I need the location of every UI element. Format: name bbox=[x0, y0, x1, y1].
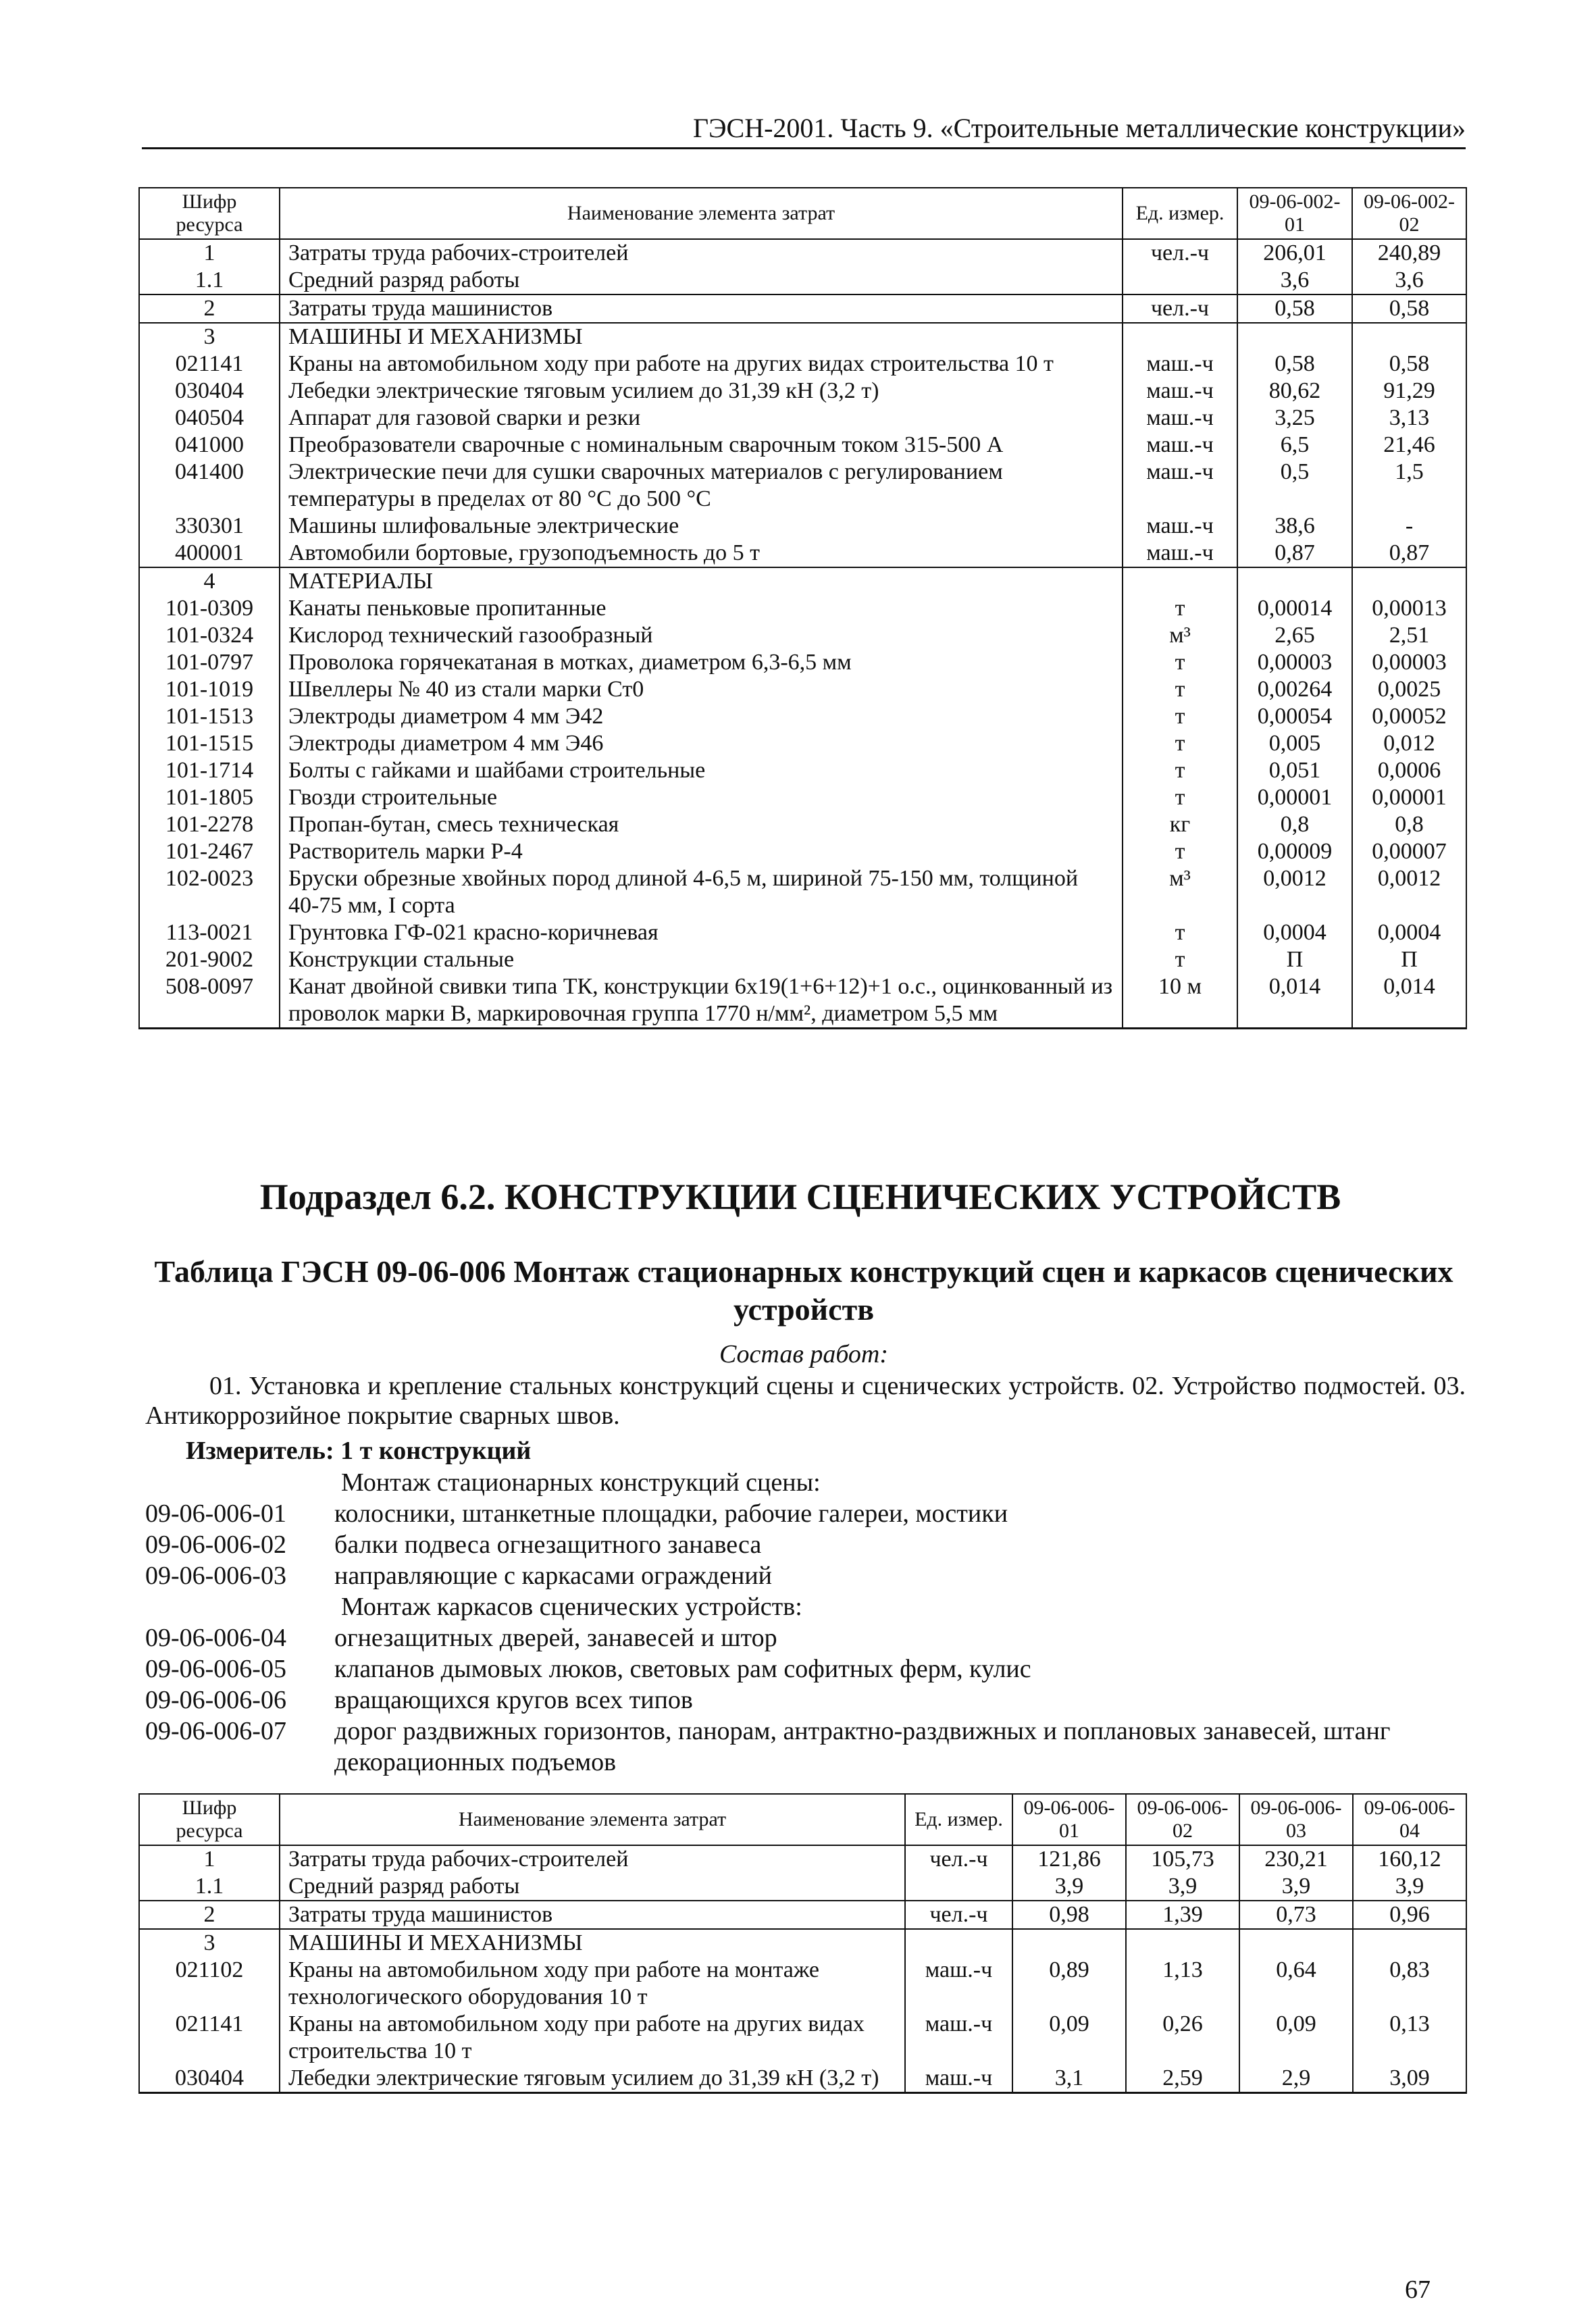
norm-group-heading: Монтаж стационарных конструкций сцены: bbox=[341, 1468, 821, 1497]
unit: маш.-ч bbox=[1123, 432, 1237, 459]
norm-value: 0,89 bbox=[1012, 1957, 1126, 2011]
resource-code: 1 bbox=[139, 1845, 280, 1873]
norm-value: 3,9 bbox=[1239, 1873, 1353, 1901]
norm-value bbox=[1352, 567, 1466, 595]
norm-description: колосники, штанкетные площадки, рабочие галереи, мостики bbox=[334, 1499, 1008, 1528]
cost-element-name: Средний разряд работы bbox=[280, 1873, 905, 1901]
table-row bbox=[139, 946, 1466, 973]
cost-element-name: Краны на автомобильном ходу при работе на других видах строительства 10 т bbox=[280, 351, 1123, 378]
unit bbox=[1123, 567, 1237, 595]
table-row bbox=[139, 2065, 1466, 2093]
norm-value: 0,96 bbox=[1353, 1901, 1466, 1929]
norm-code: 09-06-006-04 bbox=[145, 1624, 286, 1652]
norm-value: 3,6 bbox=[1237, 267, 1352, 294]
norm-value: 0,0006 bbox=[1352, 757, 1466, 784]
unit: т bbox=[1123, 946, 1237, 973]
norm-value: - bbox=[1352, 513, 1466, 540]
unit bbox=[1123, 267, 1237, 294]
norm-value: 38,6 bbox=[1237, 513, 1352, 540]
resource-code: 030404 bbox=[139, 2065, 280, 2093]
unit: т bbox=[1123, 595, 1237, 622]
cost-element-name: Кислород технический газообразный bbox=[280, 622, 1123, 649]
norm-item bbox=[145, 1560, 1466, 1591]
table-row bbox=[139, 1901, 1466, 1929]
table-row bbox=[139, 239, 1466, 267]
norm-value: 3,25 bbox=[1237, 405, 1352, 432]
cost-element-name: Гвозди строительные bbox=[280, 784, 1123, 811]
norm-item bbox=[145, 1622, 1466, 1653]
resource-table-09-06-002 bbox=[138, 187, 1467, 1029]
header-norm-code: 09-06-006-03 bbox=[1239, 1794, 1353, 1845]
norm-code: 09-06-006-03 bbox=[145, 1562, 286, 1590]
resource-code: 101-2278 bbox=[139, 811, 280, 838]
norm-value: 0,0025 bbox=[1352, 676, 1466, 703]
unit: т bbox=[1123, 919, 1237, 946]
norm-value: 0,014 bbox=[1237, 973, 1352, 1029]
table-row bbox=[139, 432, 1466, 459]
norm-value: П bbox=[1352, 946, 1466, 973]
cost-element-name: Затраты труда рабочих-строителей bbox=[280, 1845, 905, 1873]
cost-element-name: Затраты труда машинистов bbox=[280, 1901, 905, 1929]
norm-value: 0,012 bbox=[1352, 730, 1466, 757]
cost-element-name: Аппарат для газовой сварки и резки bbox=[280, 405, 1123, 432]
norm-value: 0,00003 bbox=[1352, 649, 1466, 676]
norm-value: 0,09 bbox=[1012, 2011, 1126, 2065]
norm-value: 21,46 bbox=[1352, 432, 1466, 459]
unit: т bbox=[1123, 649, 1237, 676]
resource-code: 101-1805 bbox=[139, 784, 280, 811]
norm-value: 0,87 bbox=[1352, 540, 1466, 567]
norm-description: направляющие с каркасами ограждений bbox=[334, 1562, 773, 1590]
table-row bbox=[139, 973, 1466, 1029]
norm-item bbox=[145, 1653, 1466, 1685]
norm-value: 1,13 bbox=[1126, 1957, 1239, 2011]
cost-element-name: Канат двойной свивки типа ТК, конструкции 6х19(1+6+12)+1 о.с., оцинкованный из проволок марки В, маркировочная группа 1770 н/мм², диаметром 5,5 мм bbox=[280, 973, 1123, 1029]
norm-group-heading: Монтаж каркасов сценических устройств: bbox=[341, 1593, 802, 1621]
table-row bbox=[139, 459, 1466, 513]
table-row bbox=[139, 595, 1466, 622]
norm-code: 09-06-006-02 bbox=[145, 1531, 286, 1559]
header-resource-code: Шифр ресурса bbox=[139, 1794, 280, 1845]
cost-element-name: Машины шлифовальные электрические bbox=[280, 513, 1123, 540]
norm-value: 0,0012 bbox=[1237, 865, 1352, 919]
norm-value bbox=[1237, 323, 1352, 351]
norm-value bbox=[1012, 1929, 1126, 1957]
norm-value: П bbox=[1237, 946, 1352, 973]
norm-code: 09-06-006-01 bbox=[145, 1499, 286, 1528]
norm-value bbox=[1352, 323, 1466, 351]
table-row bbox=[139, 865, 1466, 919]
norm-value: 0,8 bbox=[1352, 811, 1466, 838]
norm-value: 0,09 bbox=[1239, 2011, 1353, 2065]
norm-value bbox=[1126, 1929, 1239, 1957]
unit: маш.-ч bbox=[1123, 513, 1237, 540]
resource-code: 101-1714 bbox=[139, 757, 280, 784]
norm-item bbox=[145, 1529, 1466, 1560]
norm-value: 0,00003 bbox=[1237, 649, 1352, 676]
subsection-title: Подраздел 6.2. КОНСТРУКЦИИ СЦЕНИЧЕСКИХ УСТРОЙСТВ bbox=[259, 1177, 1341, 1217]
cost-element-name: Болты с гайками и шайбами строительные bbox=[280, 757, 1123, 784]
unit: маш.-ч bbox=[905, 2065, 1012, 2093]
norm-value: 2,9 bbox=[1239, 2065, 1353, 2093]
norm-value: 0,00264 bbox=[1237, 676, 1352, 703]
header-norm-code: 09-06-006-02 bbox=[1126, 1794, 1239, 1845]
norm-description: вращающихся кругов всех типов bbox=[334, 1686, 693, 1714]
norm-value: 3,9 bbox=[1012, 1873, 1126, 1901]
unit: маш.-ч bbox=[1123, 405, 1237, 432]
resource-code: 101-0309 bbox=[139, 595, 280, 622]
cost-element-name: Средний разряд работы bbox=[280, 267, 1123, 294]
norm-value: 0,00054 bbox=[1237, 703, 1352, 730]
norm-value: 2,59 bbox=[1126, 2065, 1239, 2093]
norm-value: 1,5 bbox=[1352, 459, 1466, 513]
unit: маш.-ч bbox=[1123, 459, 1237, 513]
resource-code: 2 bbox=[139, 1901, 280, 1929]
table-row bbox=[139, 351, 1466, 378]
unit: чел.-ч bbox=[1123, 239, 1237, 267]
measurer: Измеритель: 1 т конструкций bbox=[186, 1437, 532, 1465]
cost-element-name: Затраты труда машинистов bbox=[280, 294, 1123, 323]
table-row bbox=[139, 378, 1466, 405]
table-row bbox=[139, 405, 1466, 432]
cost-element-name: Грунтовка ГФ-021 красно-коричневая bbox=[280, 919, 1123, 946]
cost-element-name: Бруски обрезные хвойных пород длиной 4-6,5 м, шириной 75-150 мм, толщиной 40-75 мм, I сорта bbox=[280, 865, 1123, 919]
norm-value: 0,64 bbox=[1239, 1957, 1353, 2011]
resource-code: 101-1019 bbox=[139, 676, 280, 703]
table-row bbox=[139, 1873, 1466, 1901]
table-row bbox=[139, 784, 1466, 811]
resource-code: 2 bbox=[139, 294, 280, 323]
cost-element-name: Растворитель марки Р-4 bbox=[280, 838, 1123, 865]
norm-value: 0,87 bbox=[1237, 540, 1352, 567]
table-row bbox=[139, 676, 1466, 703]
unit bbox=[905, 1929, 1012, 1957]
norm-value: 6,5 bbox=[1237, 432, 1352, 459]
norm-value: 0,00001 bbox=[1237, 784, 1352, 811]
norm-value: 0,0012 bbox=[1352, 865, 1466, 919]
resource-code: 021102 bbox=[139, 1957, 280, 2011]
norm-description: балки подвеса огнезащитного занавеса bbox=[334, 1531, 762, 1559]
norm-value bbox=[1239, 1929, 1353, 1957]
unit bbox=[905, 1873, 1012, 1901]
cost-element-name: Проволока горячекатаная в мотках, диаметром 6,3-6,5 мм bbox=[280, 649, 1123, 676]
resource-code: 040504 bbox=[139, 405, 280, 432]
resource-code: 041000 bbox=[139, 432, 280, 459]
norm-value: 0,00013 bbox=[1352, 595, 1466, 622]
norm-code: 09-06-006-06 bbox=[145, 1686, 286, 1714]
unit: т bbox=[1123, 730, 1237, 757]
resource-code: 101-2467 bbox=[139, 838, 280, 865]
table-row bbox=[139, 540, 1466, 567]
norm-value: 1,39 bbox=[1126, 1901, 1239, 1929]
unit: маш.-ч bbox=[1123, 378, 1237, 405]
cost-element-name: Лебедки электрические тяговым усилием до 31,39 кН (3,2 т) bbox=[280, 378, 1123, 405]
norm-value: 3,9 bbox=[1353, 1873, 1466, 1901]
table-row bbox=[139, 919, 1466, 946]
table-row bbox=[139, 567, 1466, 595]
table-row bbox=[139, 1929, 1466, 1957]
norm-value: 0,051 bbox=[1237, 757, 1352, 784]
norm-value: 206,01 bbox=[1237, 239, 1352, 267]
header-cost-element: Наименование элемента затрат bbox=[280, 1794, 905, 1845]
norm-value: 105,73 bbox=[1126, 1845, 1239, 1873]
norm-value: 230,21 bbox=[1239, 1845, 1353, 1873]
norm-value: 3,9 bbox=[1126, 1873, 1239, 1901]
cost-element-name: Затраты труда рабочих-строителей bbox=[280, 239, 1123, 267]
cost-element-name: Лебедки электрические тяговым усилием до 31,39 кН (3,2 т) bbox=[280, 2065, 905, 2093]
norm-value: 2,51 bbox=[1352, 622, 1466, 649]
resource-code: 101-1513 bbox=[139, 703, 280, 730]
table-row bbox=[139, 323, 1466, 351]
unit: маш.-ч bbox=[1123, 351, 1237, 378]
header-norm-code: 09-06-002-01 bbox=[1237, 188, 1352, 239]
norm-description: дорог раздвижных горизонтов, панорам, антрактно-раздвижных и поплановых занавесей, штанг декорационных подъемов bbox=[334, 1717, 1391, 1776]
unit: 10 м bbox=[1123, 973, 1237, 1029]
cost-element-name: Краны на автомобильном ходу при работе на монтаже технологического оборудования 10 т bbox=[280, 1957, 905, 2011]
table-title: Таблица ГЭСН 09-06-006 Монтаж стационарных конструкций сцен и каркасов сценических устройств bbox=[154, 1254, 1453, 1327]
norm-value: 0,00009 bbox=[1237, 838, 1352, 865]
norm-code: 09-06-006-05 bbox=[145, 1655, 286, 1683]
header-norm-code: 09-06-006-01 bbox=[1012, 1794, 1126, 1845]
norm-value: 0,58 bbox=[1237, 294, 1352, 323]
resource-code: 3 bbox=[139, 1929, 280, 1957]
resource-code: 101-0797 bbox=[139, 649, 280, 676]
resource-code: 021141 bbox=[139, 351, 280, 378]
norm-value: 0,58 bbox=[1352, 351, 1466, 378]
cost-element-name: Конструкции стальные bbox=[280, 946, 1123, 973]
norm-value: 0,58 bbox=[1352, 294, 1466, 323]
cost-element-name: Электроды диаметром 4 мм Э46 bbox=[280, 730, 1123, 757]
norm-value: 0,0004 bbox=[1352, 919, 1466, 946]
norm-value: 0,98 bbox=[1012, 1901, 1126, 1929]
table-header-row bbox=[139, 188, 1466, 239]
section-heading: МАШИНЫ И МЕХАНИЗМЫ bbox=[280, 323, 1123, 351]
norm-value: 0,73 bbox=[1239, 1901, 1353, 1929]
norm-value: 3,6 bbox=[1352, 267, 1466, 294]
resource-code: 201-9002 bbox=[139, 946, 280, 973]
resource-code: 400001 bbox=[139, 540, 280, 567]
resource-code: 102-0023 bbox=[139, 865, 280, 919]
norm-value: 0,00001 bbox=[1352, 784, 1466, 811]
norm-value: 0,0004 bbox=[1237, 919, 1352, 946]
norm-item bbox=[145, 1716, 1466, 1778]
table-row bbox=[139, 513, 1466, 540]
norm-value: 2,65 bbox=[1237, 622, 1352, 649]
table-row bbox=[139, 730, 1466, 757]
resource-code: 030404 bbox=[139, 378, 280, 405]
table-header-row bbox=[139, 1794, 1466, 1845]
unit: маш.-ч bbox=[905, 1957, 1012, 2011]
cost-element-name: Автомобили бортовые, грузоподъемность до 5 т bbox=[280, 540, 1123, 567]
norm-items-list bbox=[145, 1467, 1466, 1778]
unit: чел.-ч bbox=[1123, 294, 1237, 323]
unit: маш.-ч bbox=[1123, 540, 1237, 567]
table-row bbox=[139, 757, 1466, 784]
table-row bbox=[139, 838, 1466, 865]
unit: т bbox=[1123, 703, 1237, 730]
norm-code: 09-06-006-07 bbox=[145, 1717, 286, 1745]
resource-code: 1.1 bbox=[139, 267, 280, 294]
unit bbox=[1123, 323, 1237, 351]
norm-value: 0,5 bbox=[1237, 459, 1352, 513]
unit: т bbox=[1123, 676, 1237, 703]
unit: т bbox=[1123, 838, 1237, 865]
norm-description: огнезащитных дверей, занавесей и штор bbox=[334, 1624, 777, 1652]
resource-code: 508-0097 bbox=[139, 973, 280, 1029]
resource-table-09-06-006 bbox=[138, 1793, 1467, 2094]
norm-value: 0,8 bbox=[1237, 811, 1352, 838]
page-number: 67 bbox=[1405, 2276, 1431, 2304]
norm-item bbox=[145, 1685, 1466, 1716]
table-row bbox=[139, 811, 1466, 838]
norm-value: 80,62 bbox=[1237, 378, 1352, 405]
norm-value: 0,83 bbox=[1353, 1957, 1466, 2011]
norm-item bbox=[145, 1498, 1466, 1529]
header-cost-element: Наименование элемента затрат bbox=[280, 188, 1123, 239]
cost-element-name: Пропан-бутан, смесь техническая bbox=[280, 811, 1123, 838]
header-norm-code: 09-06-002-02 bbox=[1352, 188, 1466, 239]
cost-element-name: Канаты пеньковые пропитанные bbox=[280, 595, 1123, 622]
cost-element-name: Краны на автомобильном ходу при работе на других видах строительства 10 т bbox=[280, 2011, 905, 2065]
norm-value: 0,00007 bbox=[1352, 838, 1466, 865]
unit: м³ bbox=[1123, 865, 1237, 919]
header-unit: Ед. измер. bbox=[905, 1794, 1012, 1845]
cost-element-name: Электроды диаметром 4 мм Э42 bbox=[280, 703, 1123, 730]
section-heading: МАТЕРИАЛЫ bbox=[280, 567, 1123, 595]
norm-value: 0,014 bbox=[1352, 973, 1466, 1029]
resource-code: 1 bbox=[139, 239, 280, 267]
norm-value: 91,29 bbox=[1352, 378, 1466, 405]
norm-value: 0,005 bbox=[1237, 730, 1352, 757]
resource-code: 041400 bbox=[139, 459, 280, 513]
norm-value: 3,1 bbox=[1012, 2065, 1126, 2093]
norm-value: 0,26 bbox=[1126, 2011, 1239, 2065]
norm-description: клапанов дымовых люков, световых рам софитных ферм, кулис bbox=[334, 1655, 1031, 1683]
resource-code: 101-0324 bbox=[139, 622, 280, 649]
norm-value bbox=[1237, 567, 1352, 595]
resource-code: 021141 bbox=[139, 2011, 280, 2065]
table-row bbox=[139, 649, 1466, 676]
work-composition-text: 01. Установка и крепление стальных конструкций сцены и сценических устройств. 02. Устройство подмостей. 03. Антикоррозийное покрытие сварных швов. bbox=[145, 1372, 1466, 1430]
section-heading: МАШИНЫ И МЕХАНИЗМЫ bbox=[280, 1929, 905, 1957]
unit: т bbox=[1123, 757, 1237, 784]
resource-code: 4 bbox=[139, 567, 280, 595]
resource-code: 3 bbox=[139, 323, 280, 351]
norm-value: 3,09 bbox=[1353, 2065, 1466, 2093]
resource-code: 330301 bbox=[139, 513, 280, 540]
cost-element-name: Электрические печи для сушки сварочных материалов с регулированием температуры в пределах от 80 °С до 500 °С bbox=[280, 459, 1123, 513]
norm-value: 0,00052 bbox=[1352, 703, 1466, 730]
running-header: ГЭСН-2001. Часть 9. «Строительные металлические конструкции» bbox=[142, 112, 1466, 149]
norm-value: 240,89 bbox=[1352, 239, 1466, 267]
header-norm-code: 09-06-006-04 bbox=[1353, 1794, 1466, 1845]
unit: т bbox=[1123, 784, 1237, 811]
cost-element-name: Преобразователи сварочные с номинальным сварочным током 315-500 А bbox=[280, 432, 1123, 459]
resource-code: 101-1515 bbox=[139, 730, 280, 757]
work-composition-label: Состав работ: bbox=[719, 1340, 889, 1368]
resource-code: 113-0021 bbox=[139, 919, 280, 946]
header-resource-code: Шифр ресурса bbox=[139, 188, 280, 239]
header-unit: Ед. измер. bbox=[1123, 188, 1237, 239]
unit: кг bbox=[1123, 811, 1237, 838]
unit: чел.-ч bbox=[905, 1901, 1012, 1929]
unit: чел.-ч bbox=[905, 1845, 1012, 1873]
unit: маш.-ч bbox=[905, 2011, 1012, 2065]
unit: м³ bbox=[1123, 622, 1237, 649]
norm-value: 0,58 bbox=[1237, 351, 1352, 378]
norm-value: 3,13 bbox=[1352, 405, 1466, 432]
cost-element-name: Швеллеры № 40 из стали марки Ст0 bbox=[280, 676, 1123, 703]
table-row bbox=[139, 267, 1466, 294]
norm-value: 0,13 bbox=[1353, 2011, 1466, 2065]
norm-value bbox=[1353, 1929, 1466, 1957]
table-row bbox=[139, 622, 1466, 649]
table-row bbox=[139, 294, 1466, 323]
table-row bbox=[139, 1845, 1466, 1873]
table-row bbox=[139, 2011, 1466, 2065]
resource-code: 1.1 bbox=[139, 1873, 280, 1901]
norm-value: 0,00014 bbox=[1237, 595, 1352, 622]
norm-value: 121,86 bbox=[1012, 1845, 1126, 1873]
norm-value: 160,12 bbox=[1353, 1845, 1466, 1873]
table-row bbox=[139, 703, 1466, 730]
table-row bbox=[139, 1957, 1466, 2011]
